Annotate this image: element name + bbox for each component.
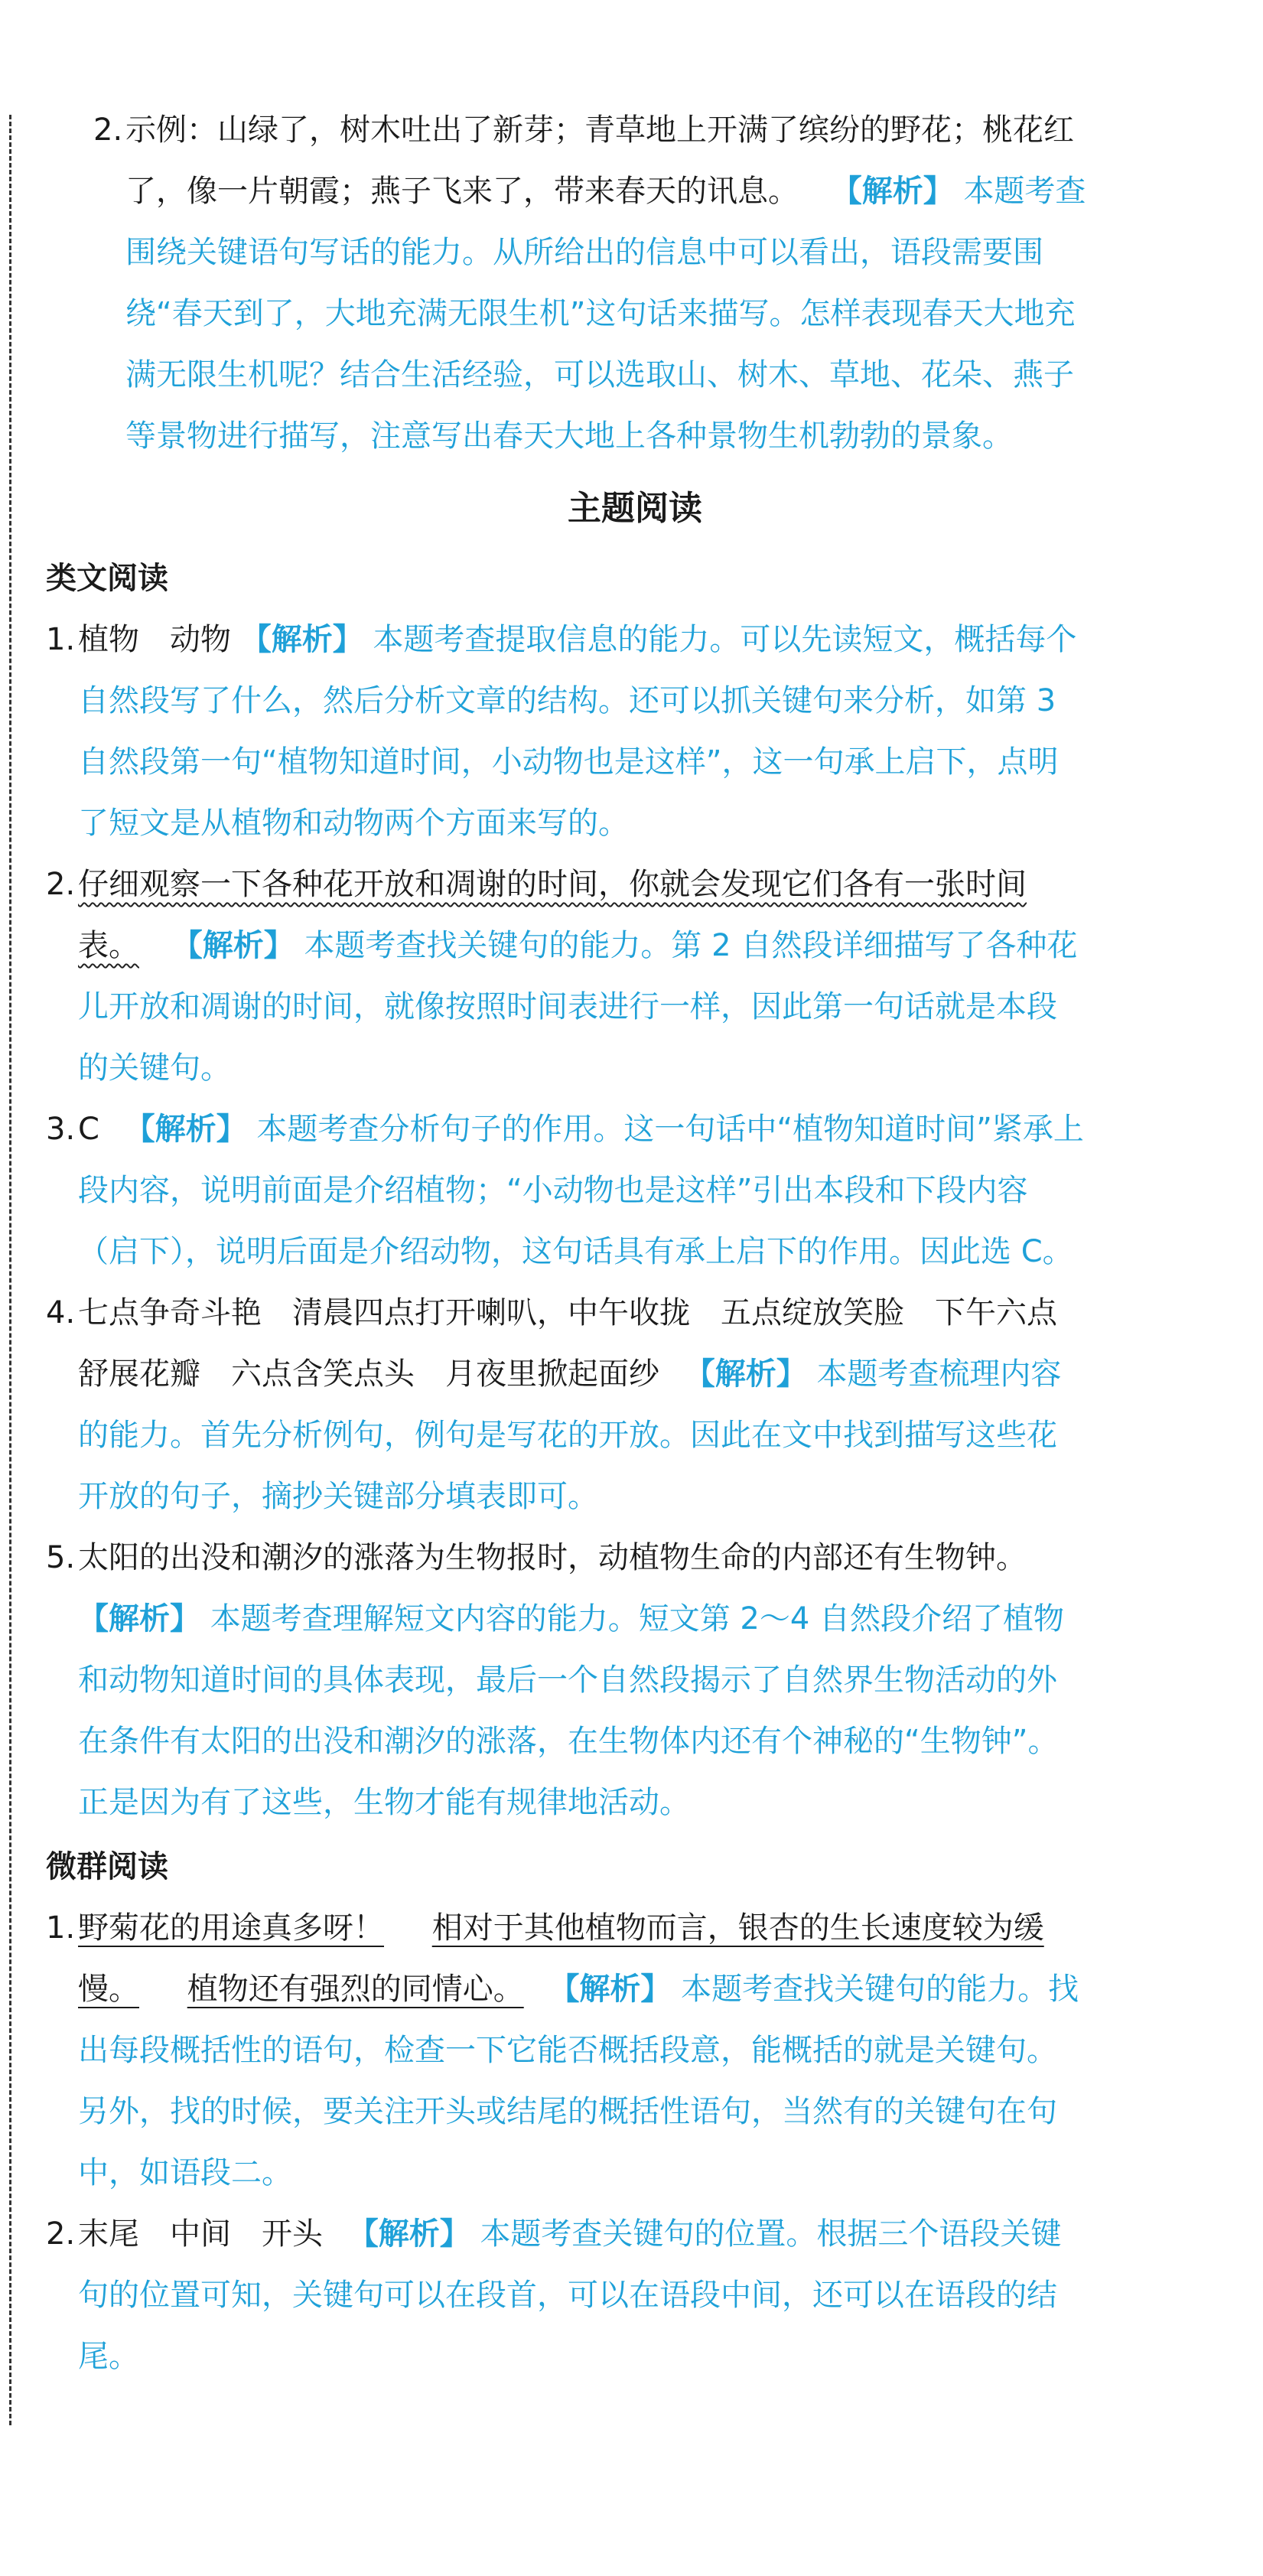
- leiwen-item-3: [46, 1099, 1086, 1282]
- analysis-tag: 【解析】: [347, 2216, 470, 2252]
- leiwen-title: 类文阅读: [46, 561, 168, 596]
- analysis-text: 本题考查关键句的位置。根据三个语段关键句的位置可知，关键句可以在段首，可以在语段中间，还可以在语段的结尾。: [78, 2216, 1062, 2374]
- answer-text: 七点争奇斗艳 清晨四点打开喇叭，中午收拢 五点绽放笑脸 下午六点舒展花瓣 六点含笑点头 月夜里掀起面纱: [78, 1295, 1057, 1392]
- question-number: 1.: [46, 1910, 76, 1946]
- answer-text: 太阳的出没和潮汐的涨落为生物报时，动植物生命的内部还有生物钟。: [78, 1540, 1027, 1575]
- answer-text-3: 植物还有强烈的同情心。: [187, 1972, 524, 2007]
- analysis-text: 本题考查分析句子的作用。这一句话中“植物知道时间”紧承上段内容，说明前面是介绍植物；“小动物也是这样”引出本段和下段内容（启下），说明后面是介绍动物，这句话具有承上启下的作用。因此选 C。: [78, 1112, 1084, 1269]
- weiqun-item-1: [46, 1897, 1086, 2203]
- answer-text: 仔细观察一下各种花开放和凋谢的时间，你就会发现它们各有一张时间表。: [78, 867, 1027, 963]
- question-number: 5.: [46, 1540, 76, 1575]
- analysis-text: 本题考查理解短文内容的能力。短文第 2～4 自然段介绍了植物和动物知道时间的具体表现，最后一个自然段揭示了自然界生物活动的外在条件有太阳的出没和潮汐的涨落，在生物体内还有个神秘的“生物钟”。正是因为有了这些，生物才能有规律地活动。: [78, 1601, 1065, 1820]
- answer-page: [46, 99, 1086, 2387]
- question-number: 2.: [46, 2216, 76, 2252]
- analysis-text: 本题考查找关键句的能力。找出每段概括性的语句，检查一下它能否概括段意，能概括的就是关键句。另外，找的时候，要关注开头或结尾的概括性语句，当然有的关键句在句中，如语段二。: [78, 1972, 1079, 2190]
- analysis-tag: 【解析】: [240, 622, 363, 657]
- answer-text-1: 野菊花的用途真多呀！: [78, 1910, 384, 1946]
- analysis-tag: 【解析】: [124, 1112, 247, 1147]
- weiqun-title: 微群阅读: [46, 1849, 168, 1884]
- leiwen-item-1: [46, 609, 1086, 854]
- question-number: 2.: [46, 867, 76, 902]
- analysis-text: 本题考查找关键句的能力。第 2 自然段详细描写了各种花儿开放和凋谢的时间，就像按照时间表进行一样，因此第一句话就是本段的关键句。: [78, 928, 1078, 1086]
- analysis-text: 本题考查围绕关键语句写话的能力。从所给出的信息中可以看出，语段需要围绕“春天到了，大地充满无限生机”这句话来描写。怎样表现春天大地充满无限生机呢？结合生活经验，可以选取山、树木、草地、花朵、燕子等景物进行描写，注意写出春天大地上各种景物生机勃勃的景象。: [125, 174, 1086, 454]
- leiwen-item-5: [46, 1527, 1086, 1833]
- section-title: 主题阅读: [568, 489, 702, 528]
- question-number: 3.: [46, 1112, 76, 1147]
- question-number: 4.: [46, 1295, 76, 1330]
- margin-dashed-line: [9, 115, 11, 2425]
- weiqun-item-2: [46, 2203, 1086, 2387]
- answer-text: 末尾 中间 开头: [78, 2216, 323, 2252]
- analysis-tag: 【解析】: [831, 174, 954, 209]
- analysis-tag: 【解析】: [78, 1601, 200, 1636]
- analysis-tag: 【解析】: [684, 1356, 807, 1392]
- analysis-tag: 【解析】: [548, 1972, 672, 2007]
- answer-text: 示例：山绿了，树木吐出了新芽；青草地上开满了缤纷的野花；桃花红了，像一片朝霞；燕子飞来了，带来春天的讯息。: [125, 112, 1074, 209]
- analysis-tag: 【解析】: [171, 928, 295, 963]
- leiwen-item-2: [46, 854, 1086, 1099]
- answer-text: 植物 动物: [78, 622, 231, 657]
- analysis-text: 本题考查梳理内容的能力。首先分析例句，例句是写花的开放。因此在文中找到描写这些花开放的句子，摘抄关键部分填表即可。: [78, 1356, 1062, 1514]
- leiwen-item-4: [46, 1282, 1086, 1527]
- question-number: 2.: [93, 112, 123, 148]
- top-question-2: [93, 99, 1086, 467]
- question-number: 1.: [46, 622, 76, 657]
- answer-text-2: 相对于其他植物而言，银杏的生长速度较为缓慢。: [78, 1910, 1044, 2007]
- answer-text: C: [78, 1112, 99, 1147]
- analysis-text: 本题考查提取信息的能力。可以先读短文，概括每个自然段写了什么，然后分析文章的结构。还可以抓关键句来分析，如第 3 自然段第一句“植物知道时间，小动物也是这样”，这一句承上启下，点明了短文是从植物和动物两个方面来写的。: [78, 622, 1077, 841]
